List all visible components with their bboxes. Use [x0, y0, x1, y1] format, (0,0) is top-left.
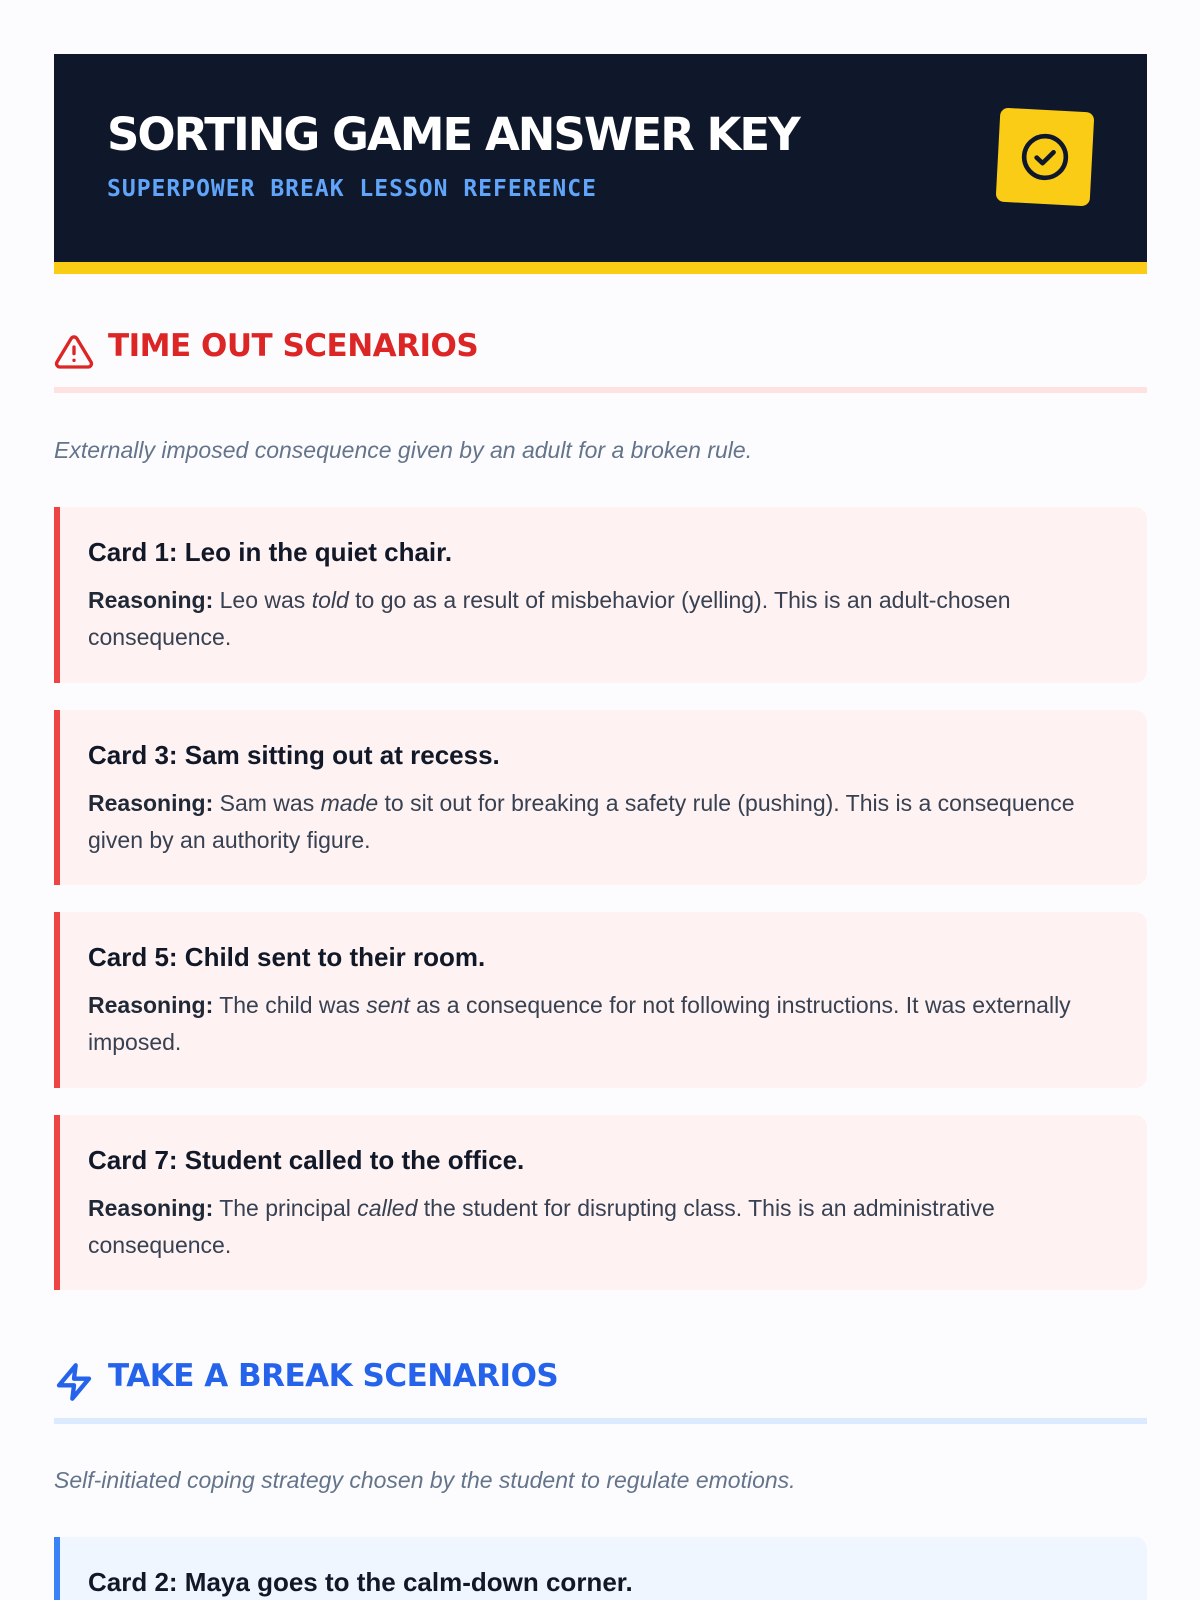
- page-header: [54, 54, 1147, 274]
- card-title: Card 2: Maya goes to the calm-down corner.: [88, 1567, 633, 1597]
- reasoning-label: Reasoning:: [88, 790, 214, 816]
- time-out-title: TIME OUT SCENARIOS: [108, 328, 479, 364]
- lightning-bolt-icon: [54, 1362, 94, 1402]
- card-title: Card 7: Student called to the office.: [88, 1145, 525, 1175]
- take-break-description: Self-initiated coping strategy chosen by the student to regulate emotions.: [54, 1467, 796, 1493]
- page-subtitle: SUPERPOWER BREAK LESSON REFERENCE: [107, 176, 597, 202]
- warning-triangle-icon: [54, 332, 94, 372]
- take-break-section-header: [54, 1358, 1147, 1410]
- card-reasoning: Reasoning: The child was sent as a consequence for not following instructions. It was externally imposed.: [88, 992, 1071, 1055]
- time-out-card: [54, 507, 1147, 683]
- time-out-divider: [54, 387, 1147, 393]
- reasoning-label: Reasoning:: [88, 587, 214, 613]
- card-title: Card 5: Child sent to their room.: [88, 942, 486, 972]
- card-title: Card 1: Leo in the quiet chair.: [88, 537, 453, 567]
- reasoning-label: Reasoning:: [88, 1195, 214, 1221]
- card-title: Card 3: Sam sitting out at recess.: [88, 740, 500, 770]
- time-out-card: [54, 710, 1147, 885]
- time-out-card: [54, 1115, 1147, 1290]
- time-out-section-header: [54, 328, 1147, 380]
- time-out-description: Externally imposed consequence given by an adult for a broken rule.: [54, 437, 753, 463]
- take-break-title: TAKE A BREAK SCENARIOS: [108, 1358, 559, 1394]
- page-title: SORTING GAME ANSWER KEY: [107, 108, 799, 161]
- take-break-card: [54, 1537, 1147, 1600]
- time-out-card: [54, 912, 1147, 1088]
- card-reasoning: Reasoning: Sam was made to sit out for breaking a safety rule (pushing). This is a consequence given by an authority figure.: [88, 790, 1075, 853]
- card-reasoning: Reasoning: Leo was told to go as a result of misbehavior (yelling). This is an adult-chosen consequence.: [88, 587, 1011, 650]
- card-reasoning: Reasoning: The principal called the student for disrupting class. This is an administrative consequence.: [88, 1195, 995, 1258]
- take-break-divider: [54, 1418, 1147, 1424]
- check-badge: [996, 108, 1095, 207]
- reasoning-label: Reasoning:: [88, 992, 214, 1018]
- check-circle-icon: [1019, 131, 1072, 184]
